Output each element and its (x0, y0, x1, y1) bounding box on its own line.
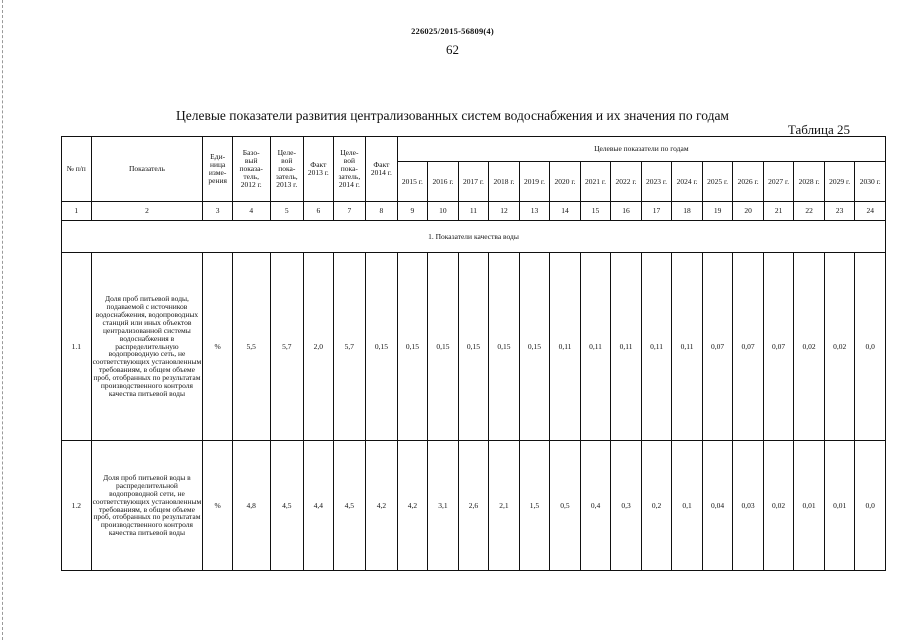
row-fact-2014: 4,2 (366, 441, 398, 571)
column-number: 6 (304, 202, 334, 221)
row-year-value: 0,4 (580, 441, 611, 571)
row-base-2012: 5,5 (232, 253, 270, 441)
header-year: 2020 г. (550, 162, 581, 202)
page-number: 62 (446, 42, 459, 57)
column-number: 7 (333, 202, 366, 221)
column-number: 4 (232, 202, 270, 221)
header-fact-2013: Факт 2013 г. (304, 137, 334, 202)
row-year-value: 0,0 (855, 253, 886, 441)
header-year: 2026 г. (733, 162, 764, 202)
document-id: 226025/2015-56809(4) (411, 26, 494, 36)
row-year-value: 0,01 (824, 441, 855, 571)
row-year-value: 3,1 (428, 441, 459, 571)
column-number: 14 (550, 202, 581, 221)
header-year: 2023 г. (641, 162, 672, 202)
row-year-value: 2,1 (489, 441, 520, 571)
row-number: 1.2 (62, 441, 92, 571)
header-year: 2015 г. (397, 162, 428, 202)
column-number: 9 (397, 202, 428, 221)
row-target-2013: 4,5 (270, 441, 304, 571)
header-year: 2030 г. (855, 162, 886, 202)
header-indicator: Показатель (91, 137, 203, 202)
document-title: Целевые показатели развития централизованных систем водоснабжения и их значения по годам (176, 108, 729, 123)
header-no: № п/п (62, 137, 92, 202)
column-number: 1 (62, 202, 92, 221)
row-unit: % (203, 441, 233, 571)
targets-table (61, 136, 886, 571)
row-year-value: 1,5 (519, 441, 550, 571)
row-year-value: 0,3 (611, 441, 642, 571)
row-year-value: 0,11 (611, 253, 642, 441)
row-year-value: 0,15 (428, 253, 459, 441)
header-year: 2019 г. (519, 162, 550, 202)
row-year-value: 0,11 (641, 253, 672, 441)
row-number: 1.1 (62, 253, 92, 441)
page-left-edge (2, 0, 3, 640)
column-number: 23 (824, 202, 855, 221)
column-number: 16 (611, 202, 642, 221)
row-year-value: 0,11 (672, 253, 703, 441)
row-fact-2013: 2,0 (304, 253, 334, 441)
header-fact-2014: Факт 2014 г. (366, 137, 398, 202)
row-base-2012: 4,8 (232, 441, 270, 571)
row-target-2014: 4,5 (333, 441, 366, 571)
header-base-2012: Базо- вый показа- тель, 2012 г. (232, 137, 270, 202)
row-year-value: 0,15 (489, 253, 520, 441)
column-number: 19 (702, 202, 733, 221)
row-year-value: 4,2 (397, 441, 428, 571)
header-year: 2022 г. (611, 162, 642, 202)
table-row (62, 253, 886, 441)
row-year-value: 0,11 (550, 253, 581, 441)
column-number: 22 (794, 202, 825, 221)
row-year-value: 0,15 (397, 253, 428, 441)
column-number: 21 (763, 202, 794, 221)
header-year: 2029 г. (824, 162, 855, 202)
row-fact-2013: 4,4 (304, 441, 334, 571)
column-number: 3 (203, 202, 233, 221)
row-year-value: 0,07 (702, 253, 733, 441)
column-number: 20 (733, 202, 764, 221)
row-target-2013: 5,7 (270, 253, 304, 441)
column-numbers-row (62, 202, 886, 221)
row-fact-2014: 0,15 (366, 253, 398, 441)
row-year-value: 0,0 (855, 441, 886, 571)
header-row-top (62, 137, 886, 162)
column-number: 11 (458, 202, 489, 221)
header-targets-by-year: Целевые показатели по годам (397, 137, 885, 162)
row-year-value: 0,07 (733, 253, 764, 441)
column-number: 17 (641, 202, 672, 221)
row-target-2014: 5,7 (333, 253, 366, 441)
section-row (62, 221, 886, 253)
row-indicator: Доля проб питьевой воды в распределительной водопроводной сети, не соответствующих установленным требованиям, в общем объеме проб, отобранных по результатам производственного контроля качества питьевой воды (91, 441, 203, 571)
row-year-value: 0,11 (580, 253, 611, 441)
row-year-value: 0,15 (519, 253, 550, 441)
header-year: 2021 г. (580, 162, 611, 202)
header-unit: Еди- ница изме- рения (203, 137, 233, 202)
column-number: 15 (580, 202, 611, 221)
column-number: 13 (519, 202, 550, 221)
table-caption: Таблица 25 (787, 122, 850, 137)
header-year: 2028 г. (794, 162, 825, 202)
section-title: 1. Показатели качества воды (62, 221, 886, 253)
row-year-value: 2,6 (458, 441, 489, 571)
row-year-value: 0,5 (550, 441, 581, 571)
column-number: 24 (855, 202, 886, 221)
header-year: 2016 г. (428, 162, 459, 202)
row-year-value: 0,02 (794, 253, 825, 441)
column-number: 18 (672, 202, 703, 221)
row-year-value: 0,01 (794, 441, 825, 571)
column-number: 12 (489, 202, 520, 221)
column-number: 2 (91, 202, 203, 221)
header-target-2014: Целе- вой пока- затель, 2014 г. (333, 137, 366, 202)
row-year-value: 0,04 (702, 441, 733, 571)
header-target-2013: Целе- вой пока- затель, 2013 г. (270, 137, 304, 202)
row-year-value: 0,03 (733, 441, 764, 571)
row-indicator: Доля проб питьевой воды, подаваемой с источников водоснабжения, водопроводных станций или иных объектов централизованной системы водоснабжения в распределительную водопроводную сеть, не соответствующих установленным требованиям, в общем объеме проб, отобранных по результатам производственного контроля качества питьевой воды (91, 253, 203, 441)
header-year: 2025 г. (702, 162, 733, 202)
column-number: 5 (270, 202, 304, 221)
table-row (62, 441, 886, 571)
header-year: 2024 г. (672, 162, 703, 202)
row-year-value: 0,1 (672, 441, 703, 571)
header-year: 2027 г. (763, 162, 794, 202)
header-year: 2018 г. (489, 162, 520, 202)
row-year-value: 0,02 (824, 253, 855, 441)
row-year-value: 0,15 (458, 253, 489, 441)
row-year-value: 0,2 (641, 441, 672, 571)
column-number: 8 (366, 202, 398, 221)
row-year-value: 0,02 (763, 441, 794, 571)
header-year: 2017 г. (458, 162, 489, 202)
row-unit: % (203, 253, 233, 441)
column-number: 10 (428, 202, 459, 221)
row-year-value: 0,07 (763, 253, 794, 441)
